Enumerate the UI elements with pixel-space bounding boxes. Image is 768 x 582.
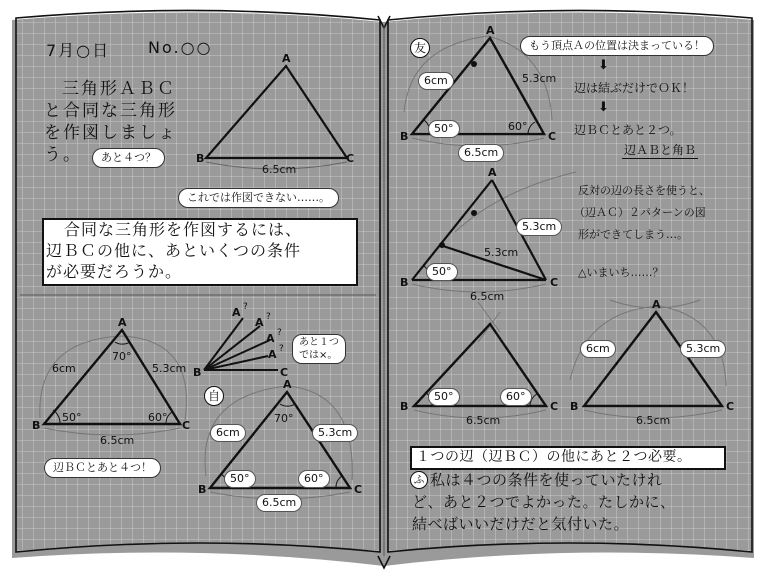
- header-date: 7月○日: [46, 41, 111, 60]
- fan-label-A1: A: [232, 306, 241, 319]
- self-mark-badge: 自: [204, 386, 224, 406]
- conclusion-line-2: ど、あと２つでよかった。たしかに、: [412, 493, 676, 511]
- fig6-label-B: B: [400, 400, 409, 413]
- question-line-3: が必要だろうか。: [46, 262, 183, 281]
- conclusion-box-text: １つの辺（辺ＢＣ）の他にあと２つ必要。: [416, 449, 692, 465]
- fig3-angle-B: 50°: [224, 470, 256, 488]
- fig5-ac2-length: 5.3cm: [484, 246, 519, 259]
- fig3-angle-A: 70°: [274, 412, 294, 425]
- fig2-label-B: B: [32, 419, 41, 432]
- fan-label-A3: A: [266, 332, 275, 345]
- fig6-label-C: C: [550, 400, 559, 413]
- fig1-label-A: A: [282, 52, 291, 65]
- note-opposite-line-3: 形ができてしまう…。: [578, 228, 688, 241]
- fig3-ac-length: 5.3cm: [312, 424, 358, 442]
- intro-line-4: う。: [44, 145, 82, 165]
- question-line-1: 合同な三角形を作図するには、: [64, 220, 303, 239]
- fig4-label-A: A: [486, 24, 495, 37]
- fig3-label-C: C: [354, 483, 363, 496]
- fig2-label-C: C: [182, 419, 191, 432]
- fan-label-C: C: [280, 366, 289, 379]
- bubble-one-more-line-2: では×。: [299, 350, 338, 361]
- conclusion-box: [410, 446, 726, 470]
- fig1-label-C: C: [346, 152, 355, 165]
- fig6-bc-length: 6.5cm: [466, 414, 501, 427]
- header-no: No.○○: [148, 38, 213, 57]
- fig2-bc-length: 6.5cm: [100, 434, 135, 447]
- fan-label-A4: A: [268, 348, 277, 361]
- bubble-one-more-line-1: あと１つ: [299, 337, 339, 348]
- fig1-label-B: B: [196, 152, 205, 165]
- fan-mark-1: ?: [243, 302, 248, 312]
- fig6-angle-C: 60°: [500, 388, 532, 406]
- question-line-2: 辺ＢＣの他に、あといくつの条件: [46, 241, 302, 260]
- fig5-ac-length: 5.3cm: [516, 218, 562, 236]
- bubble-four-more: あと４つ？: [92, 148, 165, 168]
- fig3-label-A: A: [283, 378, 292, 391]
- fig2-label-A: A: [118, 316, 127, 329]
- fig4-ac-length: 5.3cm: [522, 72, 557, 85]
- fig2-ab-length: 6cm: [52, 362, 76, 375]
- fan-mark-4: ?: [279, 344, 284, 354]
- friend-mark-badge: 友: [410, 38, 430, 58]
- bubble-bc-four: 辺ＢＣとあと４つ！: [44, 458, 161, 478]
- arrow-down-2: ⬇: [598, 100, 609, 115]
- fig5-label-C: C: [550, 276, 559, 289]
- fig5-bc-length: 6.5cm: [470, 290, 505, 303]
- note-not-quite: △いまいち……？: [578, 266, 664, 279]
- fig7-label-C: C: [726, 400, 735, 413]
- conclusion-line-1: 私は４つの条件を使っていたけれ: [430, 471, 663, 489]
- note-ab-angle-underline: [622, 158, 698, 159]
- fan-mark-2: ?: [266, 312, 271, 322]
- fig4-ab-length: 6cm: [418, 72, 454, 90]
- bubble-cannot-draw: これでは作図できない……。: [178, 188, 339, 208]
- intro-line-2: と合同な三角形: [44, 101, 177, 121]
- fig4-bc-length: 6.5cm: [458, 144, 504, 162]
- fig2-angle-C: 60°: [148, 411, 168, 424]
- fig7-bc-length: 6.5cm: [636, 414, 671, 427]
- note-bc-two: 辺ＢＣとあと２つ。: [574, 123, 682, 137]
- fig4-angle-B: 50°: [428, 120, 460, 138]
- fig4-angle-C: 60°: [508, 120, 528, 133]
- note-ab-angle: 辺ＡＢと角Ｂ: [624, 143, 697, 157]
- fig7-ac-length: 5.3cm: [680, 340, 726, 358]
- intro-line-3: を作図しましょ: [44, 123, 177, 143]
- arrow-down-1: ⬇: [598, 58, 609, 73]
- fu-mark-badge: ふ: [410, 471, 428, 489]
- fig6-angle-B: 50°: [428, 388, 460, 406]
- note-opposite-line-2: （辺ＡＣ）２パターンの図: [574, 206, 706, 219]
- intro-line-1: 三角形ＡＢＣ: [62, 79, 176, 99]
- fig7-label-A: A: [652, 298, 661, 311]
- conclusion-line-3: 結べばいいだけだと気付いた。: [412, 515, 630, 533]
- fig5-label-A: A: [488, 166, 497, 179]
- fig3-bc-length: 6.5cm: [256, 494, 302, 512]
- note-opposite-line-1: 反対の辺の長さを使うと、: [578, 184, 710, 197]
- fig1-bc-length: 6.5cm: [262, 163, 297, 176]
- fan-mark-3: ?: [277, 328, 282, 338]
- fig4-label-B: B: [400, 130, 409, 143]
- fig2-ac-length: 5.3cm: [152, 362, 187, 375]
- fig3-angle-C: 60°: [298, 470, 330, 488]
- bubble-one-more: [292, 334, 346, 364]
- fig7-ab-length: 6cm: [580, 340, 616, 358]
- fig5-angle-B: 50°: [426, 263, 458, 281]
- fig2-angle-A: 70°: [112, 350, 132, 363]
- note-just-connect: 辺は結ぶだけでＯＫ！: [574, 81, 695, 95]
- fig4-label-C: C: [548, 130, 557, 143]
- fig2-angle-B: 50°: [62, 411, 82, 424]
- note-vertex-decided: もう頂点Ａの位置は決まっている！: [520, 36, 714, 56]
- fig3-ab-length: 6cm: [210, 424, 246, 442]
- fan-label-B: B: [193, 366, 202, 379]
- fig5-label-B: B: [400, 276, 409, 289]
- fan-label-A2: A: [255, 316, 264, 329]
- question-box: [42, 218, 358, 286]
- fig7-label-B: B: [570, 400, 579, 413]
- fig3-label-B: B: [198, 483, 207, 496]
